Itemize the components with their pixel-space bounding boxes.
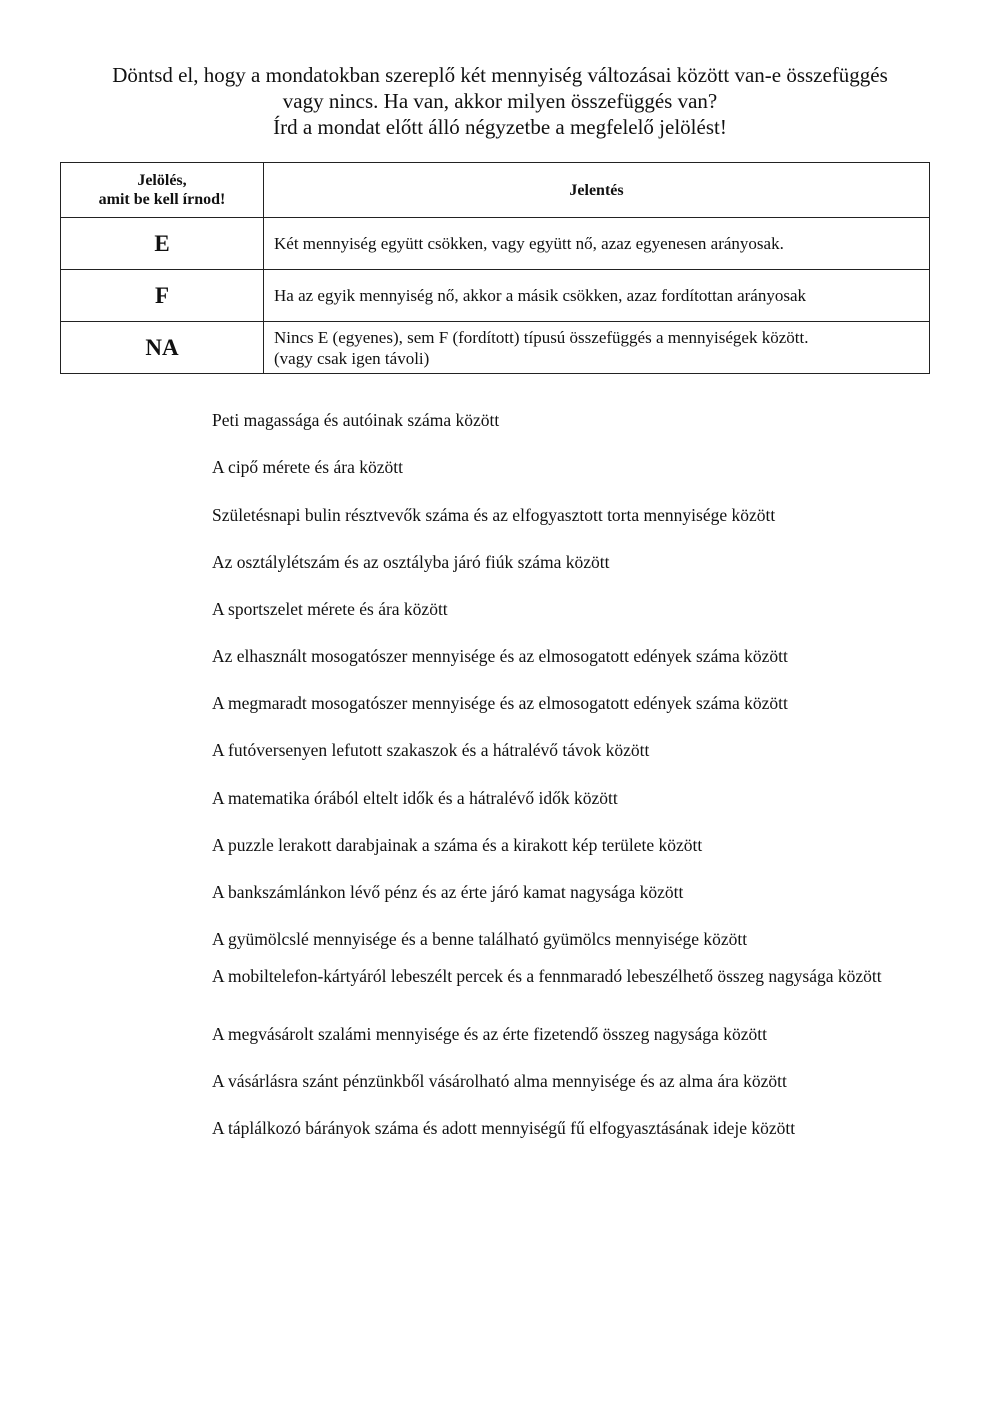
- statement-item: A vásárlásra szánt pénzünkből vásárolható alma mennyisége és az alma ára között: [212, 1071, 787, 1091]
- legend-table: [60, 162, 930, 374]
- legend-meaning: Ha az egyik mennyiség nő, akkor a másik csökken, azaz fordítottan arányosak: [264, 270, 930, 322]
- legend-header-code-line-1: Jelölés,: [137, 172, 187, 189]
- statement-item: A cipő mérete és ára között: [212, 457, 403, 477]
- statement-item: Peti magassága és autóinak száma között: [212, 410, 500, 430]
- statement-item: A táplálkozó bárányok száma és adott mennyiségű fű elfogyasztásának ideje között: [212, 1118, 796, 1138]
- statement-item: Az elhasznált mosogatószer mennyisége és az elmosogatott edények száma között: [212, 646, 788, 666]
- legend-meaning: Két mennyiség együtt csökken, vagy együtt nő, azaz egyenesen arányosak.: [264, 218, 930, 270]
- instructions-line-3: Írd a mondat előtt álló négyzetbe a megfelelő jelölést!: [273, 115, 727, 139]
- legend-code: F: [61, 270, 264, 322]
- statement-item: A bankszámlánkon lévő pénz és az érte járó kamat nagysága között: [212, 882, 684, 902]
- statement-item: Az osztálylétszám és az osztályba járó fiúk száma között: [212, 552, 610, 572]
- statement-item: A sportszelet mérete és ára között: [212, 599, 448, 619]
- legend-meaning: [264, 322, 930, 374]
- legend-row: [61, 270, 930, 322]
- legend-header-row: [61, 163, 930, 218]
- legend-row: [61, 322, 930, 374]
- statement-item: Születésnapi bulin résztvevők száma és az elfogyasztott torta mennyisége között: [212, 505, 776, 525]
- statement-item: A puzzle lerakott darabjainak a száma és a kirakott kép területe között: [212, 835, 703, 855]
- legend-code: E: [61, 218, 264, 270]
- statement-item: A matematika órából eltelt idők és a hátralévő idők között: [212, 788, 618, 808]
- legend-row: [61, 218, 930, 270]
- legend-header-meaning: Jelentés: [264, 163, 930, 218]
- instructions-line-1: Döntsd el, hogy a mondatokban szereplő két mennyiség változásai között van-e összefüggés: [112, 63, 888, 87]
- statement-item: A megvásárolt szalámi mennyisége és az érte fizetendő összeg nagysága között: [212, 1024, 767, 1044]
- legend-meaning-line-2: (vagy csak igen távoli): [274, 348, 430, 368]
- statement-item: A mobiltelefon-kártyáról lebeszélt percek és a fennmaradó lebeszélhető összeg nagysága között: [212, 966, 882, 986]
- legend-code: NA: [61, 322, 264, 374]
- statement-item: A gyümölcslé mennyisége és a benne található gyümölcs mennyisége között: [212, 929, 748, 949]
- instructions: [40, 62, 960, 140]
- legend-header-code-line-2: amit be kell írnod!: [98, 191, 226, 208]
- instructions-line-2: vagy nincs. Ha van, akkor milyen összefüggés van?: [282, 89, 718, 113]
- statement-item: A megmaradt mosogatószer mennyisége és az elmosogatott edények száma között: [212, 693, 788, 713]
- legend-header-code: [61, 163, 264, 218]
- legend-meaning-line-1: Nincs E (egyenes), sem F (fordított) típusú összefüggés a mennyiségek között.: [274, 327, 809, 347]
- statement-item: A futóversenyen lefutott szakaszok és a hátralévő távok között: [212, 740, 650, 760]
